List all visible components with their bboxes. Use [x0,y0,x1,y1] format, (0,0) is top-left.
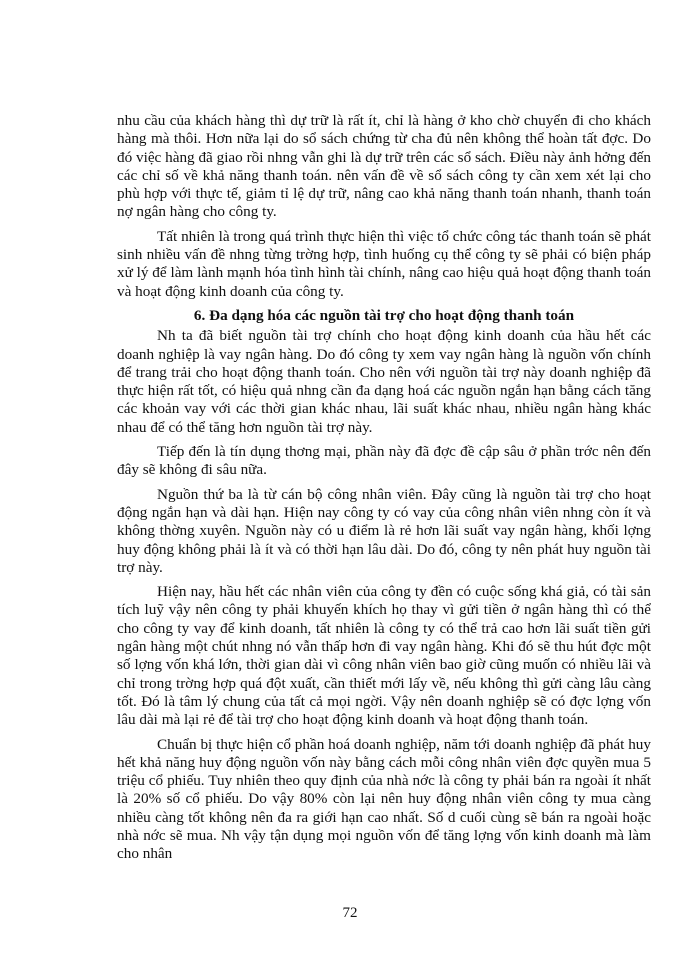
body-paragraph: Nguồn thứ ba là từ cán bộ công nhân viên. Đây cũng là nguồn tài trợ cho hoạt động ngắn hạn và dài hạn. Hiện nay công ty có vay của công nhân viên nhng còn ít và không thờng xuyên. Nguồn này có u điểm là rẻ hơn lãi suất vay ngân hàng, khối lợng huy động không phải là ít và có thời hạn lâu dài. Do đó, công ty nên phát huy nguồn tài trợ này. [117,485,651,576]
section-heading: 6. Đa dạng hóa các nguồn tài trợ cho hoạt động thanh toán [193,306,575,324]
body-paragraph: Nh ta đã biết nguồn tài trợ chính cho hoạt động kinh doanh của hầu hết các doanh nghiệp là vay ngân hàng. Do đó công ty xem vay ngân hàng là nguồn vốn chính để trang trải cho hoạt động thanh toán. Cho nên với nguồn tài trợ này doanh nghiệp đã thực hiện rất tốt, có hiệu quả nhng cần đa dạng hoá các nguồn ngắn hạn bằng cách tăng các khoản vay với các thời gian khác nhau, lãi suất khác nhau, nhiều ngân hàng khác nhau để có thể tăng hơn nguồn tài trợ này. [117,327,651,436]
page-number: 72 [342,905,358,921]
body-paragraph: Hiện nay, hầu hết các nhân viên của công ty đền có cuộc sống khá giả, có tài sản tích luỹ vậy nên công ty phải khuyến khích họ thay vì gửi tiền ở ngân hàng thì có thể cho công ty vay để kinh doanh, tất nhiên là công ty có thể trả cao hơn lãi suất tiền gửi ngân hàng một chút nhng nó vẫn thấp hơn đi vay ngân hàng. Khi đó sẽ thu hút đợc một số lợng vốn khá lớn, thời gian dài vì công nhân viên bao giờ cũng muốn có nhiều lãi và chỉ trong trờng hợp quá đột xuất, cần thiết mới lấy về, nếu không thì gửi càng lâu càng tốt. Đó là tâm lý chung của tất cả mọi ngời. Vậy nên doanh nghiệp sẽ có đợc lợng vốn lâu dài mà lại rẻ để tài trợ cho hoạt động kinh doanh và hoạt động thanh toán. [117,583,651,729]
body-paragraph: Chuẩn bị thực hiện cổ phần hoá doanh nghiệp, năm tới doanh nghiệp đã phát huy hết khả năng huy động nguồn vốn này bằng cách mỗi công nhân viên đợc quyền mua 5 triệu cổ phiếu. Tuy nhiên theo quy định của nhà nớc là công ty phải bán ra ngoài ít nhất là 20% số cổ phiếu. Do vậy 80% còn lại nên huy động nhân viên công ty mua càng nhiều càng tốt không nên đa ra giới hạn cao nhất. Số d cuối cùng sẽ bán ra ngoài hoặc nhà nớc sẽ mua. Nh vậy tận dụng mọi nguồn vốn để tăng lợng vốn kinh doanh mà làm cho nhân [117,735,651,863]
document-body [117,112,651,870]
body-paragraph: Tiếp đến là tín dụng thơng mại, phần này đã đợc đề cập sâu ở phần trớc nên đến đây sẽ không đi sâu nữa. [117,443,651,479]
body-paragraph: nhu cầu của khách hàng thì dự trữ là rất ít, chỉ là hàng ở kho chờ chuyển đi cho khách hàng mà thôi. Hơn nữa lại do sổ sách chứng từ cha đủ nên không thể hoàn tất đợc. Do đó việc hàng đã giao rồi nhng vẫn ghi là dự trữ trên các sổ sách. Điều này ảnh hởng đến các chỉ số về khả năng thanh toán. nên vấn đề về sổ sách công ty cần xem xét lại cho phù hợp với thực tế, giảm tỉ lệ dự trữ, nâng cao khả năng thanh toán nhanh, thanh toán nợ ngân hàng cho công ty. [117,112,651,221]
body-paragraph: Tất nhiên là trong quá trình thực hiện thì việc tổ chức công tác thanh toán sẽ phát sinh nhiều vấn đề nhng từng trờng hợp, tình huống cụ thể công ty sẽ phải có biện pháp xử lý để làm lành mạnh hóa tình hình tài chính, nâng cao hiệu quả hoạt động thanh toán và hoạt động kinh doanh của công ty. [117,227,651,300]
